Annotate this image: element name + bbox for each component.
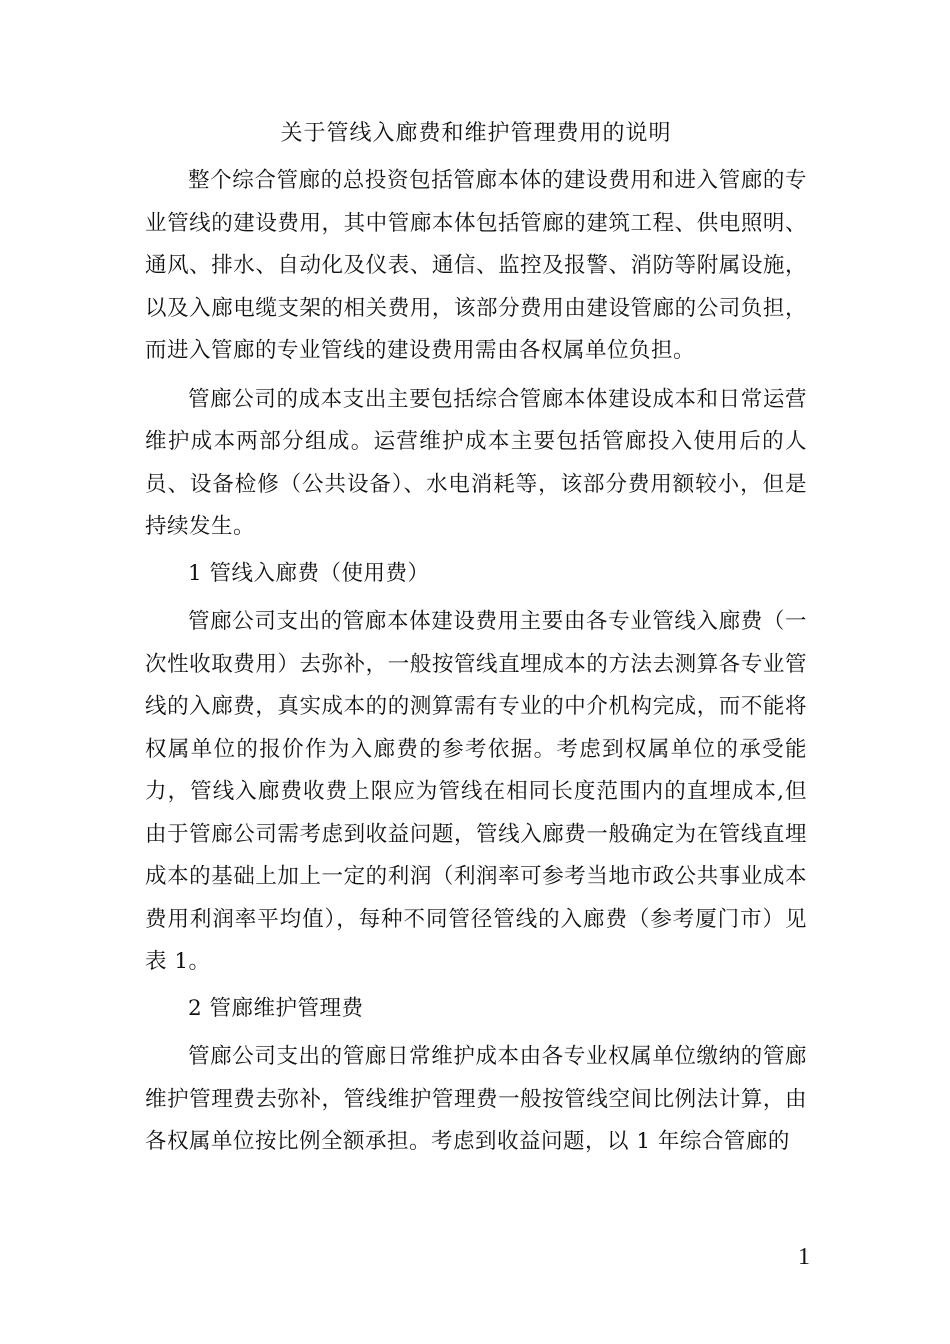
document-title: 关于管线入廊费和维护管理费用的说明 [280, 121, 672, 146]
paragraph-cost: 管廊公司的成本支出主要包括综合管廊本体建设成本和日常运营维护成本两部分组成。运营维护成本主要包括管廊投入使用后的人员、设备检修（公共设备）、水电消耗等，该部分费用额较小，但是持续发生。 [145, 386, 807, 539]
page-number: 1 [798, 1244, 810, 1270]
section-heading-maintenance-fee: 2 管廊维护管理费 [188, 995, 364, 1021]
section-body-maintenance-fee: 管廊公司支出的管廊日常维护成本由各专业权属单位缴纳的管廊维护管理费去弥补，管线维护管理费一般按管线空间比例法计算，由各权属单位按比例全额承担。考虑到收益问题，以 1 年综合管廊的 [145, 1044, 807, 1154]
section-body-entry-fee: 管廊公司支出的管廊本体建设费用主要由各专业管线入廊费（一次性收取费用）去弥补，一般按管线直埋成本的方法去测算各专业管线的入廊费，真实成本的的测算需有专业的中介机构完成，而不能将权属单位的报价作为入廊费的参考依据。考虑到权属单位的承受能力，管线入廊费收费上限应为管线在相同长度范围内的直埋成本,但由于管廊公司需考虑到收益问题，管线入廊费一般确定为在管线直埋成本的基础上加上一定的利润（利润率可参考当地市政公共事业成本费用利润率平均值），每种不同管径管线的入廊费（参考厦门市）见表 1。 [145, 609, 807, 974]
section-heading-entry-fee: 1 管线入廊费（使用费） [188, 560, 430, 586]
document-page [145, 112, 807, 1164]
paragraph-investment: 整个综合管廊的总投资包括管廊本体的建设费用和进入管廊的专业管线的建设费用，其中管廊本体包括管廊的建筑工程、供电照明、通风、排水、自动化及仪表、通信、监控及报警、消防等附属设施，以及入廊电缆支架的相关费用，该部分费用由建设管廊的公司负担，而进入管廊的专业管线的建设费用需由各权属单位负担。 [145, 168, 807, 363]
